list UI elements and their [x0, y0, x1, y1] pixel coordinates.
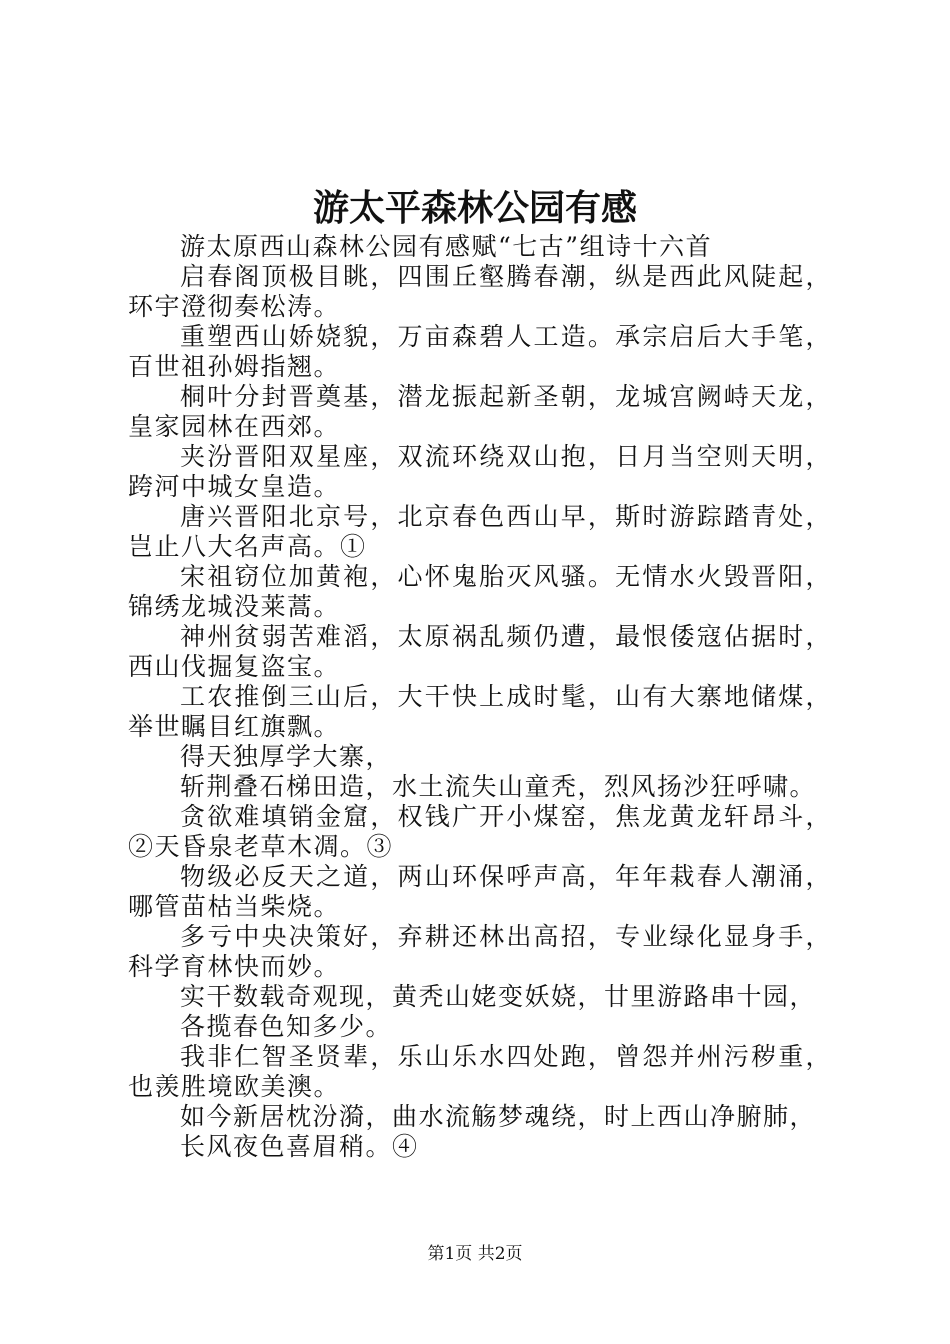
paragraph: 启春阁顶极目眺，四围丘壑腾春潮，纵是西此风陡起，环宇澄彻奏松涛。: [128, 262, 832, 321]
page-footer: 第1页 共2页: [427, 1244, 523, 1264]
paragraph: 工农推倒三山后，大干快上成时髦，山有大寨地储煤，举世瞩目红旗飘。: [128, 682, 832, 741]
document-body: [128, 232, 832, 1162]
paragraph: 得天独厚学大寨，: [180, 742, 393, 771]
paragraph: 唐兴晋阳北京号，北京春色西山早，斯时游踪踏青处，岂止八大名声高。①: [128, 502, 832, 561]
paragraph: 宋祖窃位加黄袍，心怀鬼胎灭风骚。无情水火毁晋阳，锦绣龙城没莱蒿。: [128, 562, 832, 621]
paragraph: 重塑西山娇娆貌，万亩森碧人工造。承宗启后大手笔，百世祖孙姆指翘。: [128, 322, 832, 381]
paragraph: 如今新居枕汾漪，曲水流觞梦魂绕，时上西山净腑肺，: [180, 1102, 817, 1131]
paragraph: 神州贫弱苦难滔，太原祸乱频仍遭，最恨倭寇佔据时，西山伐掘复盗宝。: [128, 622, 832, 681]
paragraph: 桐叶分封晋奠基，潜龙振起新圣朝，龙城宫阙峙天龙，皇家园林在西郊。: [128, 382, 832, 441]
paragraph: 各揽春色知多少。: [180, 1012, 393, 1041]
paragraph: 我非仁智圣贤辈，乐山乐水四处跑，曾怨并州污秽重，也羡胜境欧美澳。: [128, 1042, 832, 1101]
paragraph: 物级必反天之道，两山环保呼声高，年年栽春人潮涌，哪管苗枯当柴烧。: [128, 862, 832, 921]
paragraph: 游太原西山森林公园有感赋“七古”组诗十六首: [180, 232, 713, 261]
paragraph: 贪欲难填销金窟，权钱广开小煤窑，焦龙黄龙轩昂斗，②天昏泉老草木凋。③: [128, 802, 832, 861]
paragraph: 斩荆叠石梯田造，水土流失山童秃，烈风扬沙狂呼啸。: [180, 772, 817, 801]
paragraph: 多亏中央决策好，弃耕还林出高招，专业绿化显身手，科学育林快而妙。: [128, 922, 832, 981]
paragraph: 实干数载奇观现，黄秃山姥变妖娆，廿里游路串十园，: [180, 982, 817, 1011]
paragraph: 夹汾晋阳双星座，双流环绕双山抱，日月当空则天明，跨河中城女皇造。: [128, 442, 832, 501]
page-title: 游太平森林公园有感: [312, 187, 637, 229]
paragraph: 长风夜色喜眉稍。④: [180, 1132, 419, 1161]
